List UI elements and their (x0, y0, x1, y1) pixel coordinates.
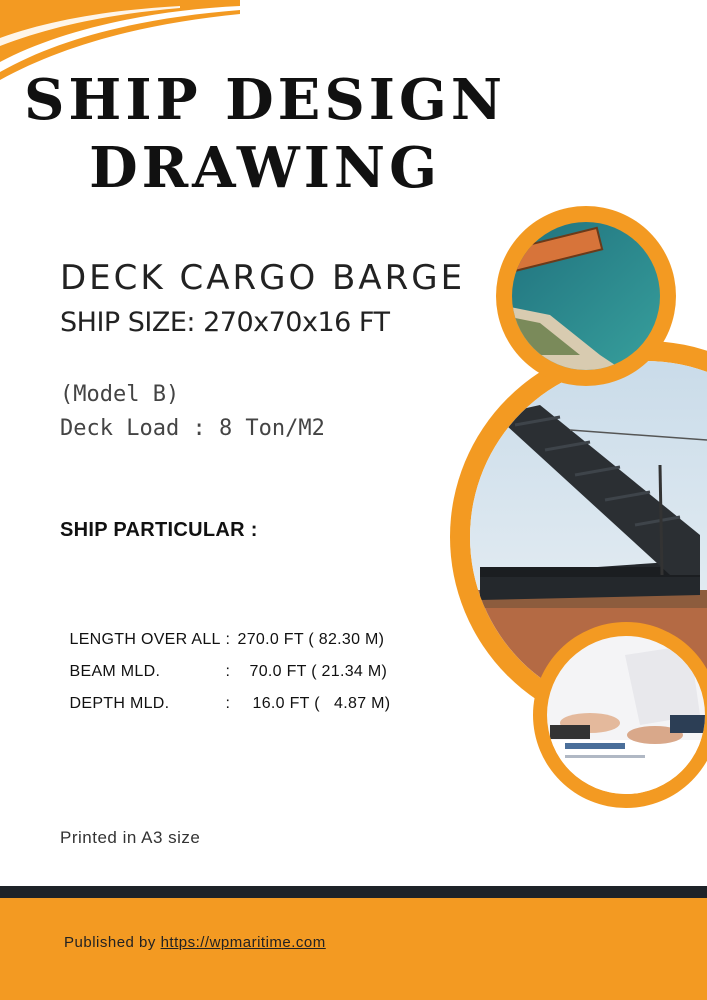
website-link[interactable]: https://wpmaritime.com (160, 934, 326, 951)
published-prefix: Published by (64, 934, 161, 951)
particular-row (60, 613, 384, 649)
printed-note: Printed in A3 size (60, 828, 201, 847)
particular-value: 270.0 FT ( 82.30 M) (237, 631, 385, 648)
deck-load: Deck Load : 8 Ton/M2 (60, 416, 325, 441)
particular-row (60, 645, 387, 681)
particular-colon: : (225, 631, 231, 648)
particular-colon: : (225, 663, 231, 680)
particular-value: 16.0 FT ( 4.87 M) (252, 695, 391, 712)
model-label: (Model B) (60, 382, 180, 407)
vessel-type: DECK CARGO BARGE (60, 258, 466, 298)
particular-row (60, 677, 390, 713)
particular-label: DEPTH MLD. (69, 695, 170, 712)
ship-size: SHIP SIZE: 270x70x16 FT (60, 307, 390, 338)
page-title-line-1: SHIP DESIGN (23, 67, 507, 133)
particular-label: LENGTH OVER ALL (69, 631, 221, 648)
particular-value: 70.0 FT ( 21.34 M) (249, 663, 388, 680)
photo-collage (400, 195, 707, 825)
particular-label: BEAM MLD. (69, 663, 161, 680)
page-title-line-2: DRAWING (89, 135, 441, 201)
section-heading: SHIP PARTICULAR : (60, 519, 258, 541)
published-by (64, 934, 326, 951)
footer-divider (0, 886, 707, 898)
particular-colon: : (225, 695, 231, 712)
